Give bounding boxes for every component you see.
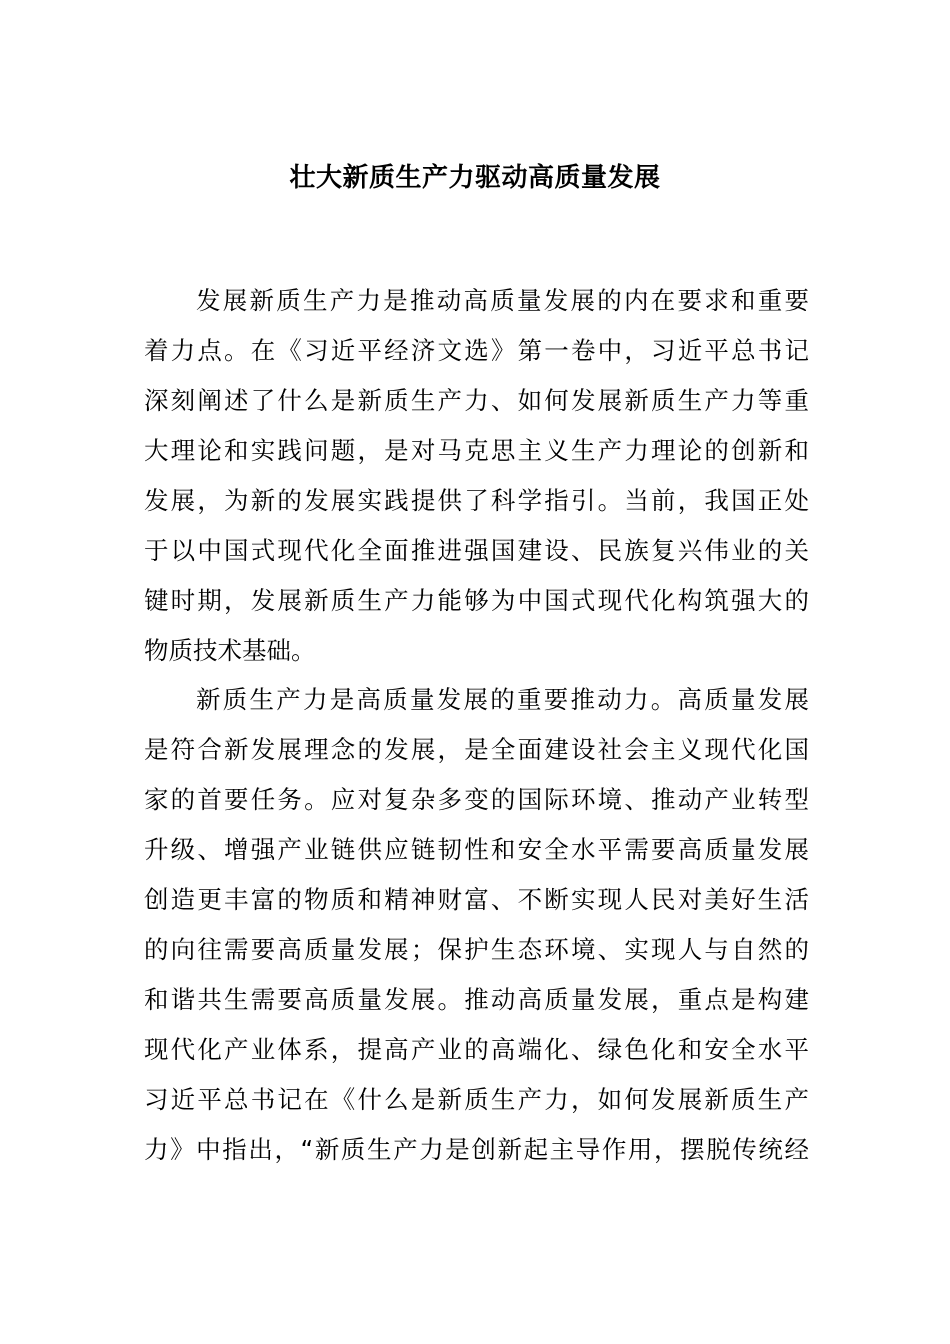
- paragraph-line: 键时期，发展新质生产力能够为中国式现代化构筑强大的: [144, 586, 809, 615]
- paragraph-line: 新质生产力是高质量发展的重要推动力。高质量发展: [196, 685, 809, 714]
- paragraph-line: 习近平总书记在《什么是新质生产力，如何发展新质生产: [144, 1085, 809, 1114]
- paragraph-line: 和谐共生需要高质量发展。推动高质量发展，重点是构建: [144, 985, 809, 1014]
- paragraph-line: 深刻阐述了什么是新质生产力、如何发展新质生产力等重: [144, 386, 809, 415]
- paragraph-1: [144, 276, 809, 676]
- paragraph-line: 发展新质生产力是推动高质量发展的内在要求和重要: [196, 286, 809, 315]
- document-title: 壮大新质生产力驱动高质量发展: [289, 163, 661, 193]
- paragraph-line: 发展，为新的发展实践提供了科学指引。当前，我国正处: [144, 486, 809, 515]
- paragraph-line: 力》中指出，“新质生产力是创新起主导作用，摆脱传统经: [144, 1135, 809, 1164]
- paragraph-line: 大理论和实践问题，是对马克思主义生产力理论的创新和: [144, 436, 809, 465]
- paragraph-line: 升级、增强产业链供应链韧性和安全水平需要高质量发展: [144, 835, 809, 864]
- paragraph-line: 的向往需要高质量发展；保护生态环境、实现人与自然的: [144, 935, 809, 964]
- paragraph-line: 于以中国式现代化全面推进强国建设、民族复兴伟业的关: [144, 536, 809, 565]
- paragraph-line: 是符合新发展理念的发展，是全面建设社会主义现代化国: [144, 735, 809, 764]
- paragraph-line: 家的首要任务。应对复杂多变的国际环境、推动产业转型: [144, 785, 809, 814]
- paragraph-line: 着力点。在《习近平经济文选》第一卷中，习近平总书记: [144, 336, 809, 365]
- paragraph-line: 创造更丰富的物质和精神财富、不断实现人民对美好生活: [144, 885, 809, 914]
- paragraph-line: 现代化产业体系，提高产业的高端化、绿色化和安全水平: [144, 1035, 809, 1064]
- paragraph-2: [144, 675, 809, 1175]
- paragraph-line: 物质技术基础。: [144, 636, 316, 665]
